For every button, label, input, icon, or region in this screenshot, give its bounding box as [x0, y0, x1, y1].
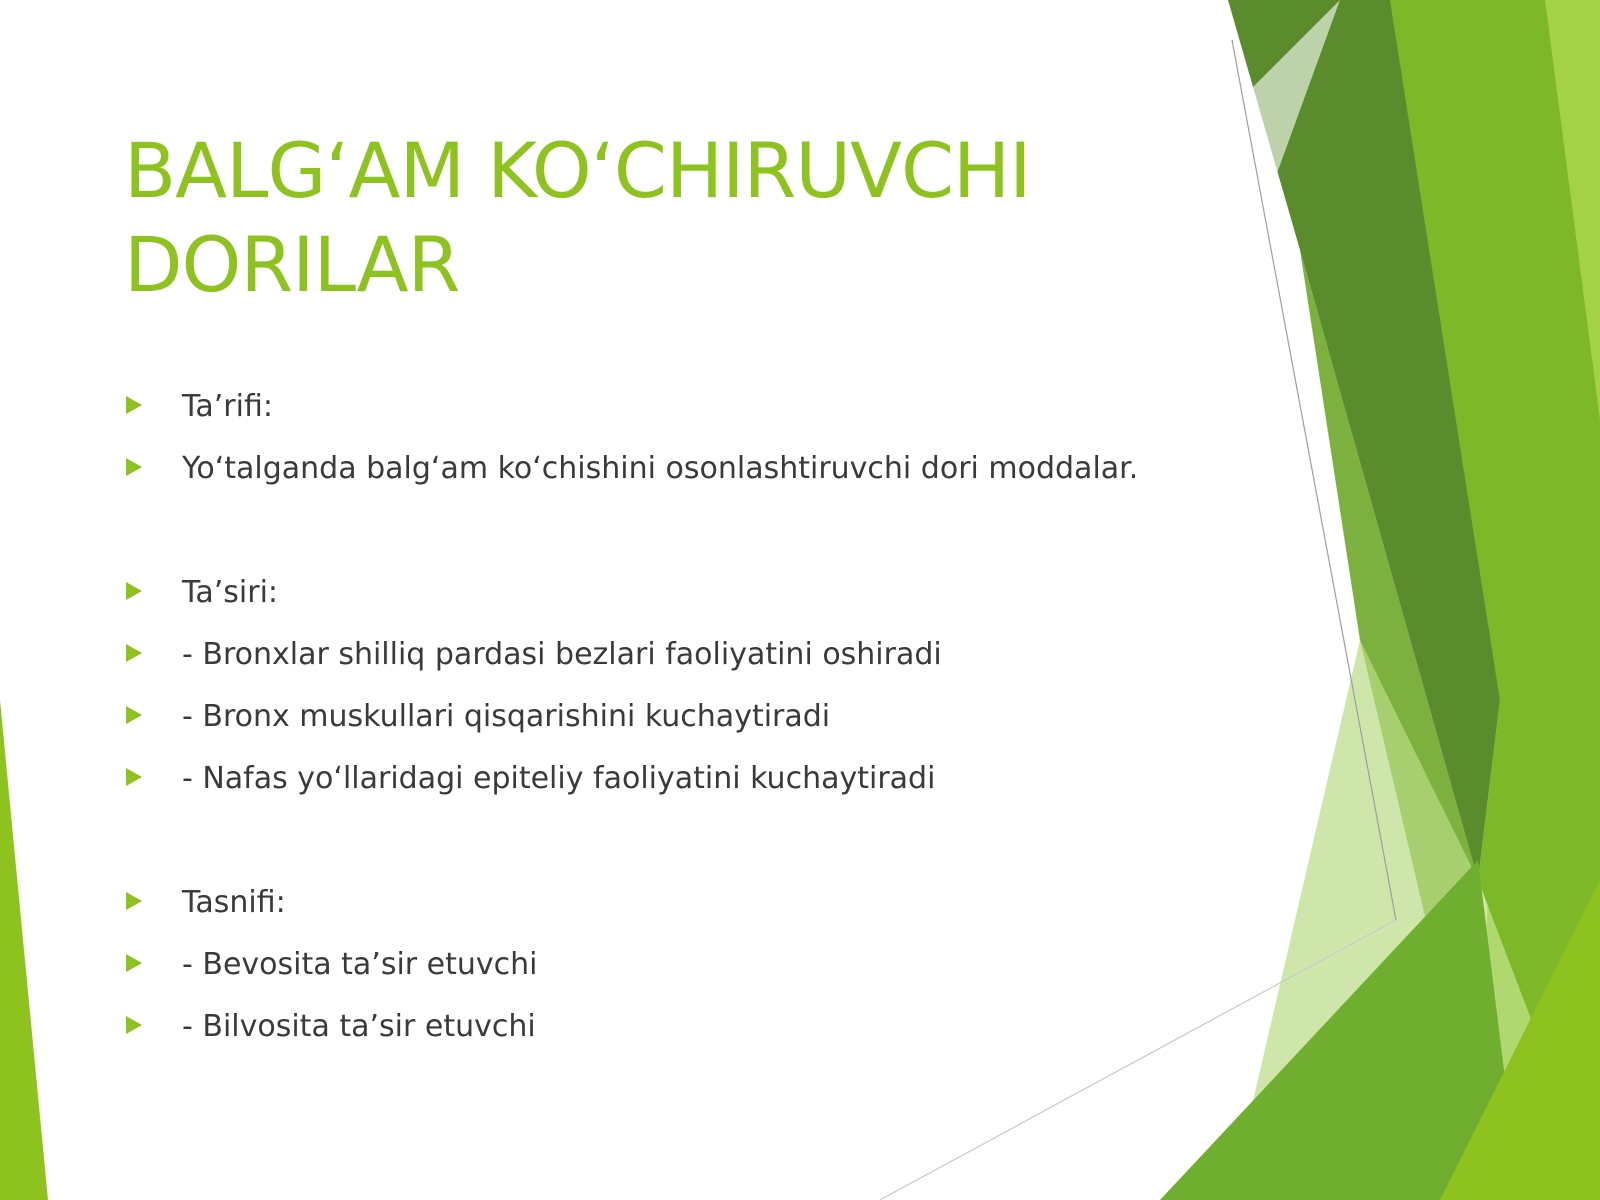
- left-facet: [0, 700, 48, 1200]
- bullet-item: [124, 934, 1274, 996]
- bullet-text: Ta’siri:: [182, 575, 279, 610]
- bullet-text: - Bilvosita ta’sir etuvchi: [182, 1009, 536, 1044]
- triangle-arrow-icon: [126, 768, 142, 786]
- bullet-item: [124, 686, 1274, 748]
- bullet-text: - Bevosita ta’sir etuvchi: [182, 947, 538, 982]
- bullet-text: Ta’rifi:: [182, 389, 273, 424]
- bullet-item: [124, 748, 1274, 810]
- title-line-2: DORILAR: [124, 220, 460, 309]
- triangle-arrow-icon: [126, 458, 142, 476]
- triangle-arrow-icon: [126, 1016, 142, 1034]
- bullet-text: - Bronx muskullari qisqarishini kuchaytiradi: [182, 699, 831, 734]
- triangle-arrow-icon: [126, 396, 142, 414]
- bullet-text: Yo‘talganda balg‘am ko‘chishini osonlashtiruvchi dori moddalar.: [182, 451, 1139, 486]
- triangle-arrow-icon: [126, 706, 142, 724]
- bullet-list: [124, 376, 1274, 1058]
- bullet-item: [124, 872, 1274, 934]
- bullet-item: [124, 996, 1274, 1058]
- bullet-item: [124, 376, 1274, 438]
- bullet-item: [124, 562, 1274, 624]
- triangle-arrow-icon: [126, 954, 142, 972]
- triangle-arrow-icon: [126, 582, 142, 600]
- triangle-arrow-icon: [126, 892, 142, 910]
- title-line-1: BALG‘AM KO‘CHIRUVCHI: [124, 126, 1031, 215]
- triangle-arrow-icon: [126, 644, 142, 662]
- bullet-text: - Nafas yo‘llaridagi epiteliy faoliyatini kuchaytiradi: [182, 761, 936, 796]
- bullet-text: Tasnifi:: [182, 885, 286, 920]
- bullet-item: [124, 624, 1274, 686]
- slide-title: [124, 124, 1174, 312]
- bullet-text: - Bronxlar shilliq pardasi bezlari faoliyatini oshiradi: [182, 637, 942, 672]
- bullet-item: [124, 438, 1274, 500]
